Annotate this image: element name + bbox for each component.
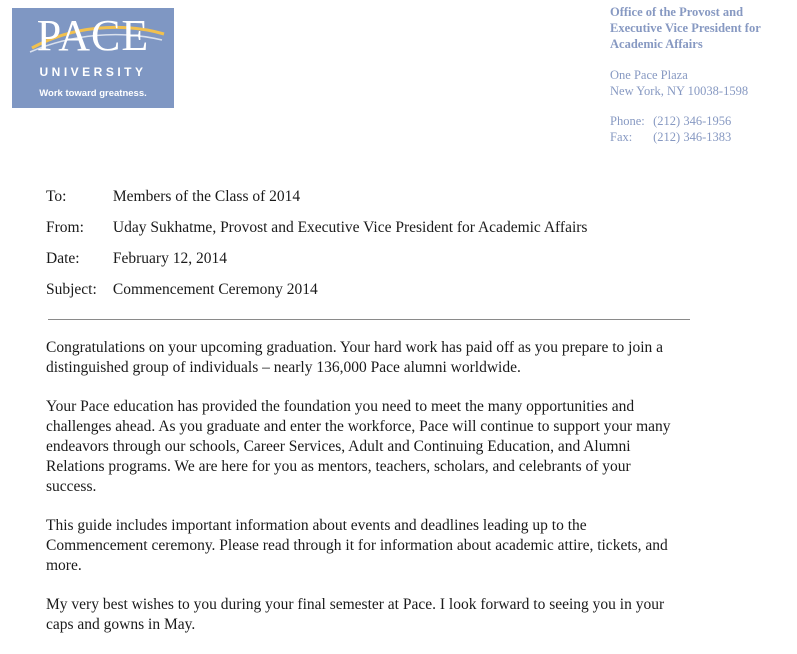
memo-from-label: From: (46, 219, 84, 236)
logo-university-text: UNIVERSITY (39, 65, 147, 79)
memo-from-row (46, 217, 587, 248)
office-title-line: Academic Affairs (610, 37, 703, 51)
paragraph-wishes (46, 595, 766, 635)
logo-wordmark: PACE (36, 11, 150, 60)
office-contact (610, 113, 795, 145)
body-line: Congratulations on your upcoming graduation. Your hard work has paid off as you prepare to join a (46, 339, 664, 356)
body-line: Your Pace education has provided the foundation you need to meet the many opportunities and (46, 398, 635, 415)
phone-label: Phone: (610, 114, 645, 128)
memo-date-value: February 12, 2014 (112, 250, 227, 267)
header-divider (48, 319, 690, 320)
fax-number: (212) 346-1383 (653, 130, 732, 144)
body-line: distinguished group of individuals – nearly 136,000 Pace alumni worldwide. (46, 359, 521, 376)
body-line: Commencement ceremony. Please read through it for information about academic attire, tickets, and (46, 537, 668, 554)
logo-tagline: Work toward greatness. (39, 88, 147, 99)
phone-row (610, 113, 795, 129)
office-title-line: Office of the Provost and (610, 5, 744, 19)
address-line: One Pace Plaza (610, 68, 688, 82)
memo-subject-label: Subject: (46, 281, 97, 298)
memo-to-value: Members of the Class of 2014 (112, 188, 301, 205)
memo-subject-row (46, 279, 587, 310)
body-line: success. (46, 478, 97, 495)
office-title-line: Executive Vice President for (610, 21, 761, 35)
fax-row (610, 129, 795, 145)
body-line: more. (46, 557, 82, 574)
office-letterhead (610, 4, 795, 145)
body-line: This guide includes important information about events and deadlines leading up to the (46, 517, 587, 534)
paragraph-guide (46, 516, 766, 576)
memo-header (46, 186, 587, 310)
paragraph-education (46, 397, 766, 497)
phone-number: (212) 346-1956 (653, 114, 732, 128)
memo-body (46, 338, 766, 654)
memo-to-row (46, 186, 587, 217)
address-line: New York, NY 10038-1598 (610, 84, 749, 98)
body-line: My very best wishes to you during your final semester at Pace. I look forward to seeing you in your (46, 596, 665, 613)
memo-date-row (46, 248, 587, 279)
body-line: endeavors through our schools, Career Services, Adult and Continuing Education, and Alumni (46, 438, 631, 455)
fax-label: Fax: (610, 130, 633, 144)
memo-to-label: To: (46, 188, 67, 205)
office-address (610, 67, 795, 99)
body-line: challenges ahead. As you graduate and enter the workforce, Pace will continue to support your many (46, 418, 671, 435)
body-line: caps and gowns in May. (46, 616, 196, 633)
memo-from-value: Uday Sukhatme, Provost and Executive Vice President for Academic Affairs (112, 219, 588, 236)
paragraph-congratulations (46, 338, 766, 378)
memo-date-label: Date: (46, 250, 80, 267)
body-line: Relations programs. We are here for you as mentors, teachers, scholars, and celebrants of your (46, 458, 631, 475)
memo-subject-value: Commencement Ceremony 2014 (112, 281, 318, 298)
office-title (610, 4, 795, 52)
pace-university-logo (12, 8, 174, 108)
